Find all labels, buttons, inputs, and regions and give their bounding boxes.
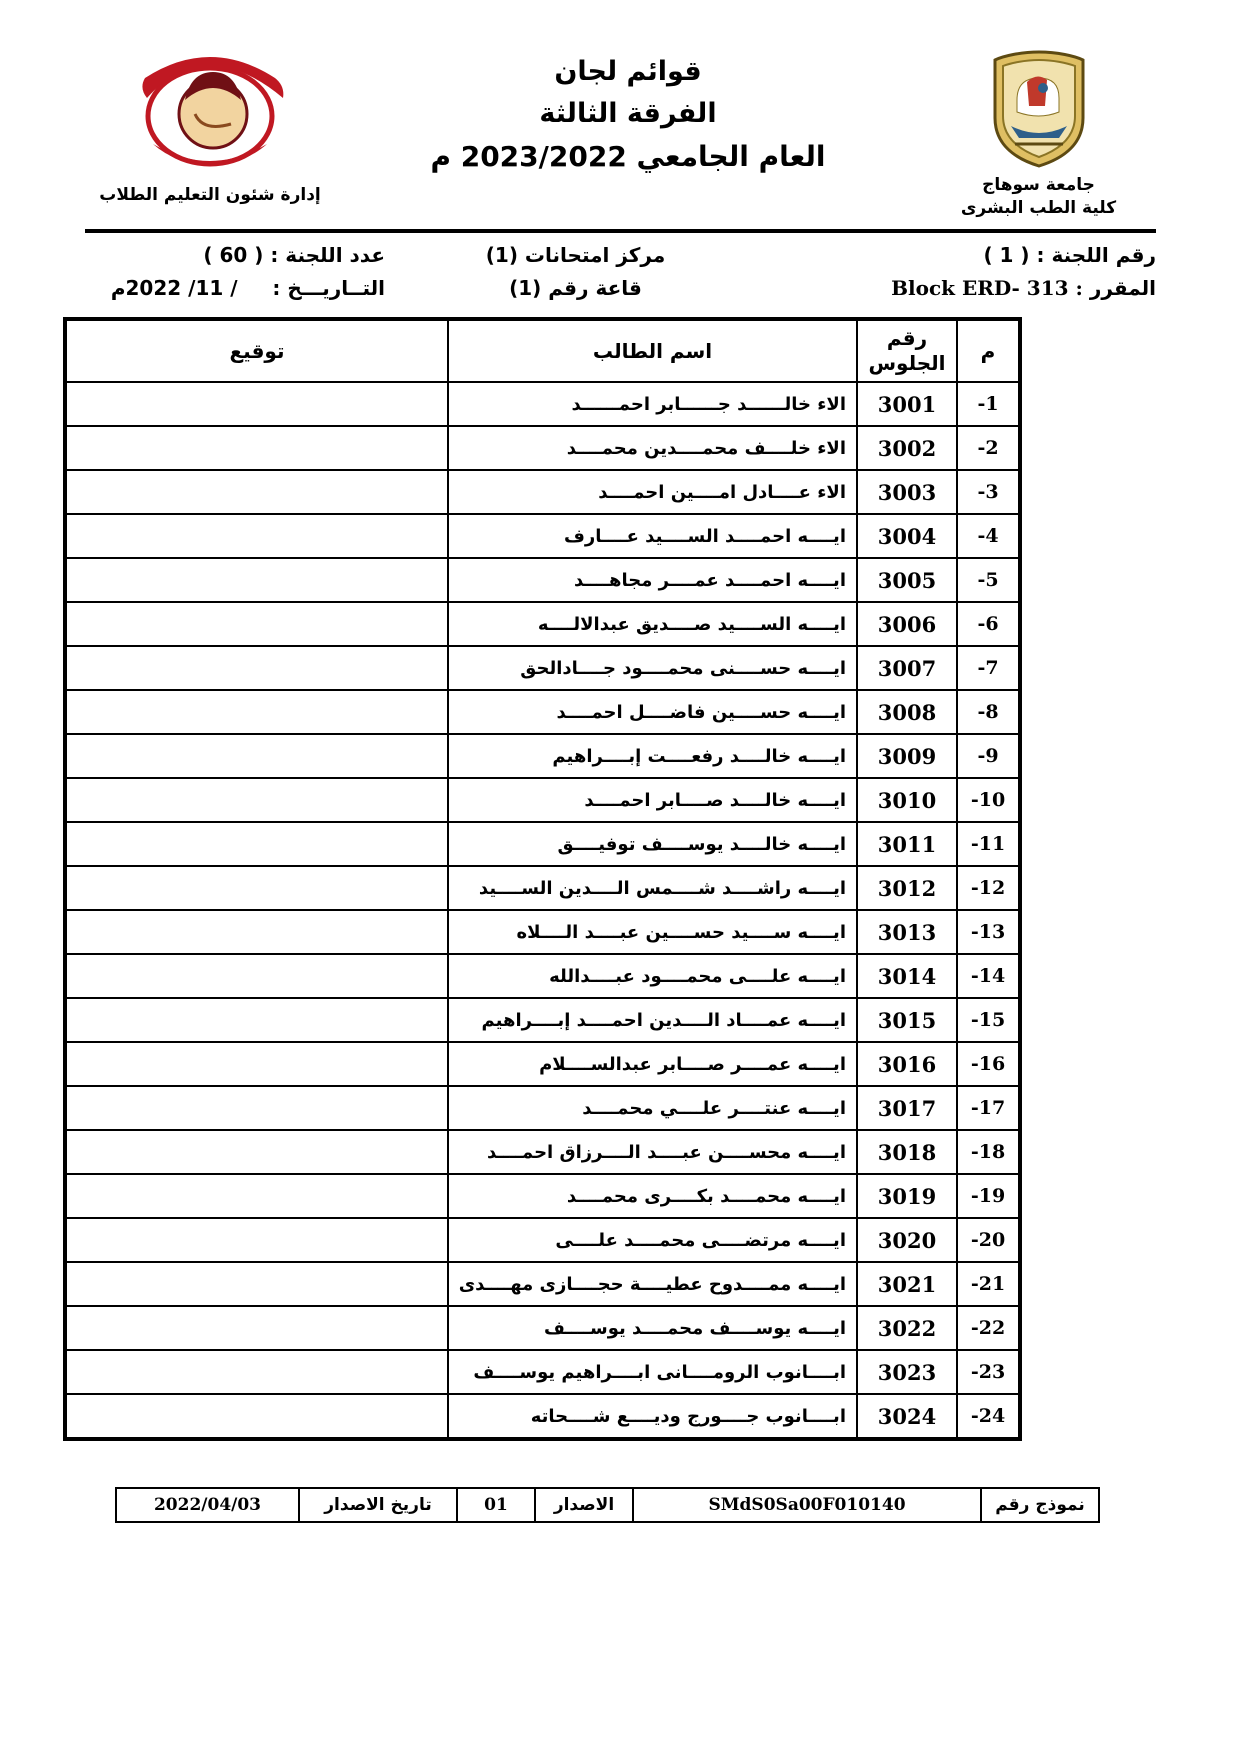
student-name: ابــــانوب الرومــــانى ابــــراهيم يوســــف (448, 1350, 857, 1394)
row-index: 18- (957, 1130, 1020, 1174)
signature-cell (65, 470, 448, 514)
form-number-value: SMdS0Sa00F010140 (633, 1488, 981, 1522)
signature-cell (65, 910, 448, 954)
academic-year: العام الجامعي 2023/2022 م (430, 140, 826, 173)
row-index: 4- (957, 514, 1020, 558)
admin-office: إدارة شئون التعليم الطلاب (99, 185, 321, 205)
student-row (65, 690, 1020, 734)
student-name: الاء عــــادل امــــين احمــــد (448, 470, 857, 514)
seat-number: 3023 (857, 1350, 957, 1394)
student-row (65, 1042, 1020, 1086)
seat-number: 3002 (857, 426, 957, 470)
seat-number: 3009 (857, 734, 957, 778)
seat-number: 3024 (857, 1394, 957, 1439)
student-row (65, 1350, 1020, 1394)
row-index: 2- (957, 426, 1020, 470)
course-code: المقرر : Block ERD- 313 (891, 276, 1156, 300)
row-index: 17- (957, 1086, 1020, 1130)
student-row (65, 470, 1020, 514)
student-name: ابــــانوب جــــورج وديــــع شــــحاته (448, 1394, 857, 1439)
signature-cell (65, 646, 448, 690)
committee-number: رقم اللجنة : ( 1 ) (983, 243, 1156, 267)
student-name: ايــــه خالــــد صــــابر احمــــد (448, 778, 857, 822)
university-name: جامعة سوهاج (982, 175, 1095, 195)
student-row (65, 646, 1020, 690)
student-name: ايــــه خالــــد يوســــف توفيــــق (448, 822, 857, 866)
row-index: 19- (957, 1174, 1020, 1218)
info-row-2 (85, 276, 1156, 300)
seat-number: 3022 (857, 1306, 957, 1350)
signature-cell (65, 734, 448, 778)
room-number: قاعة رقم (1) (509, 276, 642, 300)
row-index: 21- (957, 1262, 1020, 1306)
student-name: ايــــه احمــــد الســــيد عــــارف (448, 514, 857, 558)
seat-number: 3012 (857, 866, 957, 910)
student-name: ايــــه حســــين فاضــــل احمــــد (448, 690, 857, 734)
roster-header-row (65, 319, 1020, 382)
signature-cell (65, 822, 448, 866)
page-header (85, 48, 1156, 220)
student-name: ايــــه ممــــدوح عطيــــة حجــــازى مهــــدى (448, 1262, 857, 1306)
issue-label: الاصدار (535, 1488, 633, 1522)
signature-cell (65, 382, 448, 426)
signature-cell (65, 1306, 448, 1350)
signature-cell (65, 1262, 448, 1306)
col-header-index: م (957, 319, 1020, 382)
seat-number: 3003 (857, 470, 957, 514)
student-row (65, 1086, 1020, 1130)
issue-date-value: 2022/04/03 (116, 1488, 299, 1522)
signature-cell (65, 514, 448, 558)
committee-count: عدد اللجنة : ( 60 ) (203, 243, 385, 267)
student-name: ايــــه عنتــــر علــــي محمــــد (448, 1086, 857, 1130)
student-row (65, 822, 1020, 866)
row-index: 24- (957, 1394, 1020, 1439)
student-name: ايــــه محمــــد بكــــرى محمــــد (448, 1174, 857, 1218)
seat-number: 3014 (857, 954, 957, 998)
student-row (65, 1394, 1020, 1439)
col-header-name: اسم الطالب (448, 319, 857, 382)
grade-title: الفرقة الثالثة (539, 98, 717, 129)
student-name: ايــــه محســــن عبــــد الــــرزاق احمــــد (448, 1130, 857, 1174)
student-name: ايــــه علــــى محمــــود عبــــدالله (448, 954, 857, 998)
student-name: ايــــه عمــــاد الــــدين احمــــد إبــــراهيم (448, 998, 857, 1042)
row-index: 10- (957, 778, 1020, 822)
university-block (921, 48, 1156, 220)
student-name: ايــــه احمــــد عمــــر مجاهــــد (448, 558, 857, 602)
signature-cell (65, 1350, 448, 1394)
student-row (65, 1218, 1020, 1262)
header-divider (85, 229, 1156, 233)
signature-cell (65, 426, 448, 470)
seat-number: 3020 (857, 1218, 957, 1262)
student-row (65, 910, 1020, 954)
exam-center: مركز امتحانات (1) (485, 243, 666, 267)
seat-number: 3016 (857, 1042, 957, 1086)
signature-cell (65, 998, 448, 1042)
signature-cell (65, 690, 448, 734)
row-index: 9- (957, 734, 1020, 778)
student-name: ايــــه الســــيد صــــديق عبدالالــــه (448, 602, 857, 646)
seat-number: 3007 (857, 646, 957, 690)
signature-cell (65, 1218, 448, 1262)
faculty-name: كلية الطب البشرى (960, 197, 1117, 218)
student-row (65, 558, 1020, 602)
committee-info (85, 243, 1156, 309)
col-header-signature: توقيع (65, 319, 448, 382)
signature-cell (65, 1086, 448, 1130)
row-index: 12- (957, 866, 1020, 910)
student-name: ايــــه راشــــد شــــمس الــــدين الســــيد (448, 866, 857, 910)
student-row (65, 602, 1020, 646)
university-emblem-icon (987, 48, 1091, 170)
form-number-label: نموذج رقم (981, 1488, 1099, 1522)
student-row (65, 778, 1020, 822)
signature-cell (65, 558, 448, 602)
student-row (65, 426, 1020, 470)
signature-cell (65, 1042, 448, 1086)
document-footer (115, 1487, 1100, 1523)
student-row (65, 1262, 1020, 1306)
seat-number: 3021 (857, 1262, 957, 1306)
roster-body (65, 382, 1020, 1439)
row-index: 15- (957, 998, 1020, 1042)
student-name: الاء خالــــــد جــــــابر احمــــــد (448, 382, 857, 426)
seat-number: 3017 (857, 1086, 957, 1130)
seat-number: 3004 (857, 514, 957, 558)
row-index: 14- (957, 954, 1020, 998)
faculty-logo-icon (125, 48, 295, 173)
info-row-1 (85, 243, 1156, 267)
seat-number: 3015 (857, 998, 957, 1042)
row-index: 7- (957, 646, 1020, 690)
student-row (65, 998, 1020, 1042)
student-row (65, 514, 1020, 558)
signature-cell (65, 866, 448, 910)
seat-number: 3008 (857, 690, 957, 734)
issue-value: 01 (457, 1488, 535, 1522)
row-index: 23- (957, 1350, 1020, 1394)
signature-cell (65, 602, 448, 646)
row-index: 5- (957, 558, 1020, 602)
seat-number: 3018 (857, 1130, 957, 1174)
student-name: ايــــه ســــيد حســــين عبــــد الــــلاه (448, 910, 857, 954)
student-roster-table (63, 317, 1022, 1441)
signature-cell (65, 1174, 448, 1218)
row-index: 3- (957, 470, 1020, 514)
student-name: الاء خلــــف محمــــدين محمــــد (448, 426, 857, 470)
row-index: 22- (957, 1306, 1020, 1350)
seat-number: 3010 (857, 778, 957, 822)
signature-cell (65, 1130, 448, 1174)
row-index: 11- (957, 822, 1020, 866)
signature-cell (65, 778, 448, 822)
faculty-logo-block (85, 48, 335, 205)
exam-date: التــاريـــخ : / 11/ 2022م (110, 276, 385, 300)
seat-number: 3019 (857, 1174, 957, 1218)
title-block (335, 48, 921, 173)
seat-number: 3001 (857, 382, 957, 426)
signature-cell (65, 954, 448, 998)
row-index: 1- (957, 382, 1020, 426)
student-row (65, 1174, 1020, 1218)
doc-title: قوائم لجان (554, 56, 702, 87)
signature-cell (65, 1394, 448, 1439)
student-row (65, 866, 1020, 910)
student-row (65, 734, 1020, 778)
student-name: ايــــه خالــــد رفعــــت إبــــراهيم (448, 734, 857, 778)
issue-date-label: تاريخ الاصدار (299, 1488, 457, 1522)
student-name: ايــــه عمــــر صــــابر عبدالســــلام (448, 1042, 857, 1086)
row-index: 16- (957, 1042, 1020, 1086)
row-index: 20- (957, 1218, 1020, 1262)
student-row (65, 382, 1020, 426)
student-row (65, 1306, 1020, 1350)
student-row (65, 954, 1020, 998)
student-name: ايــــه يوســــف محمــــد يوســــف (448, 1306, 857, 1350)
student-row (65, 1130, 1020, 1174)
row-index: 6- (957, 602, 1020, 646)
seat-number: 3005 (857, 558, 957, 602)
seat-number: 3006 (857, 602, 957, 646)
col-header-seat: رقم الجلوس (857, 319, 957, 382)
seat-number: 3013 (857, 910, 957, 954)
seat-number: 3011 (857, 822, 957, 866)
student-name: ايــــه حســــنى محمــــود جــــادالحق (448, 646, 857, 690)
student-name: ايــــه مرتضــــى محمــــد علــــى (448, 1218, 857, 1262)
row-index: 8- (957, 690, 1020, 734)
row-index: 13- (957, 910, 1020, 954)
footer-row (116, 1488, 1099, 1522)
